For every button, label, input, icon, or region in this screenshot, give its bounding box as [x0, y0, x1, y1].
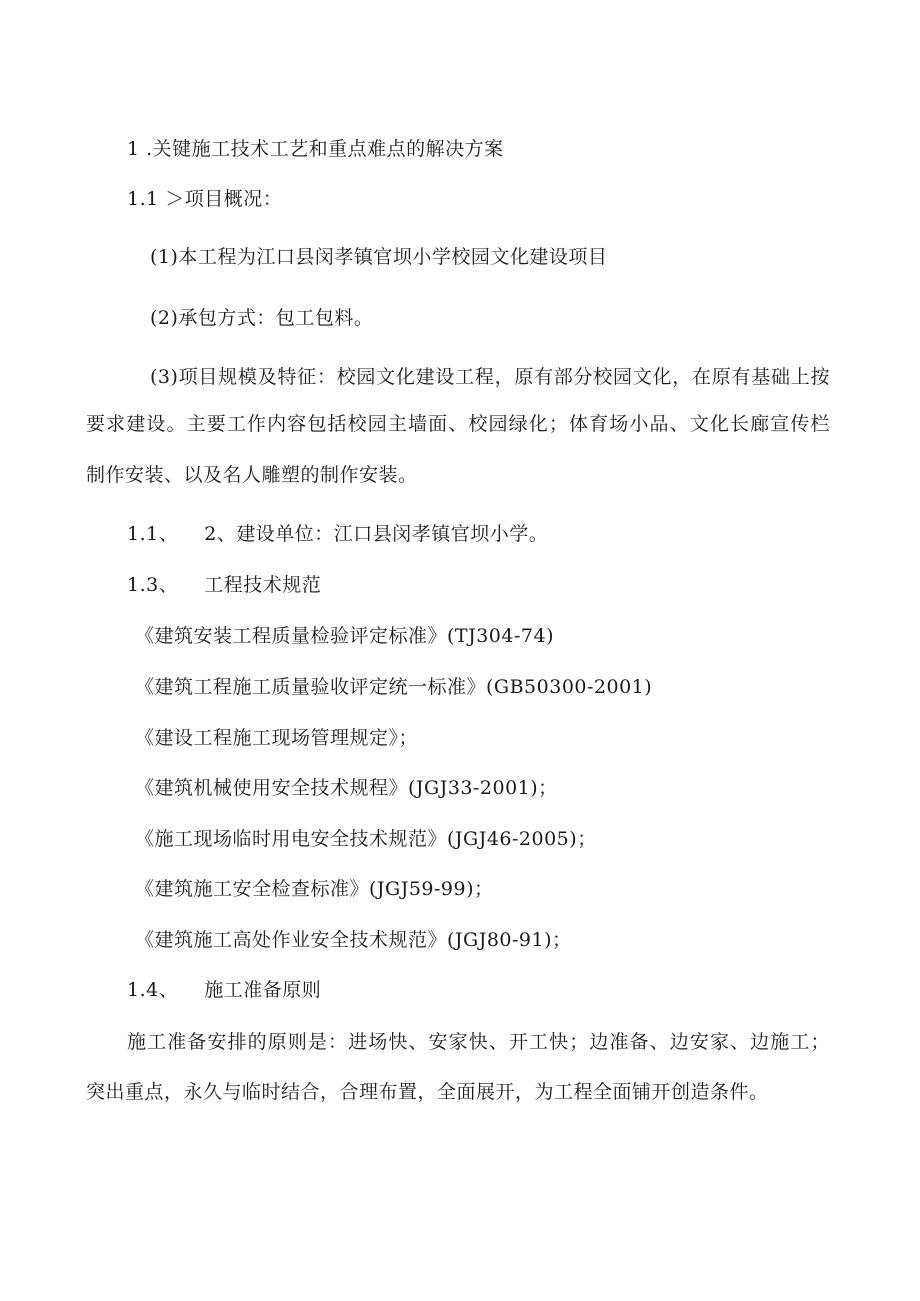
section-1-2: [127, 522, 548, 546]
section-1-1-title: 1.1 ＞项目概况：: [127, 188, 283, 210]
principle-line-1: 施工准备安排的原则是：进场快、安家快、开工快；边准备、边安家、边施工；: [127, 1031, 830, 1053]
section-1-4: [127, 978, 321, 1002]
section-1-3-text: 工程技术规范: [204, 574, 322, 596]
overview-item-1: (1)本工程为江口县闵孝镇官坝小学校园文化建设项目: [150, 246, 608, 268]
overview-item-3-line-1: (3)项目规模及特征：校园文化建设工程，原有部分校园文化，在原有基础上按: [150, 366, 830, 388]
section-1-3: [127, 573, 321, 597]
standard-item: 《建设工程施工现场管理规定》；: [135, 727, 419, 749]
standard-item: 《建筑安装工程质量检验评定标准》(TJ304-74): [135, 625, 554, 647]
overview-item-3-line-2: 要求建设。主要工作内容包括校园主墙面、校园绿化；体育场小品、文化长廊宣传栏: [86, 413, 830, 435]
standard-item: 《建筑施工安全检查标准》(JGJ59-99)；: [135, 878, 494, 900]
principle-line-2: 突出重点，永久与临时结合，合理布置，全面展开，为工程全面铺开创造条件。: [86, 1081, 769, 1103]
overview-item-2: (2)承包方式：包工包料。: [150, 307, 374, 329]
section-1-3-number: 1.3、: [127, 574, 179, 596]
standard-item: 《建筑工程施工质量验收评定统一标准》(GB50300-2001): [135, 676, 653, 698]
standard-item: 《建筑施工高处作业安全技术规范》(JGJ80-91)；: [135, 929, 572, 951]
section-1-2-number: 1.1、: [127, 523, 179, 545]
section-1-4-text: 施工准备原则: [204, 979, 322, 1001]
section-1-4-number: 1.4、: [127, 979, 179, 1001]
overview-item-3-line-3: 制作安装、以及名人雕塑的制作安装。: [86, 464, 418, 486]
standard-item: 《施工现场临时用电安全技术规范》(JGJ46-2005)；: [135, 828, 597, 850]
section-1-2-text: 2、建设单位：江口县闵孝镇官坝小学。: [204, 523, 549, 545]
standard-item: 《建筑机械使用安全技术规程》(JGJ33-2001)；: [135, 777, 558, 799]
section-heading: 1 .关键施工技术工艺和重点难点的解决方案: [127, 138, 504, 160]
